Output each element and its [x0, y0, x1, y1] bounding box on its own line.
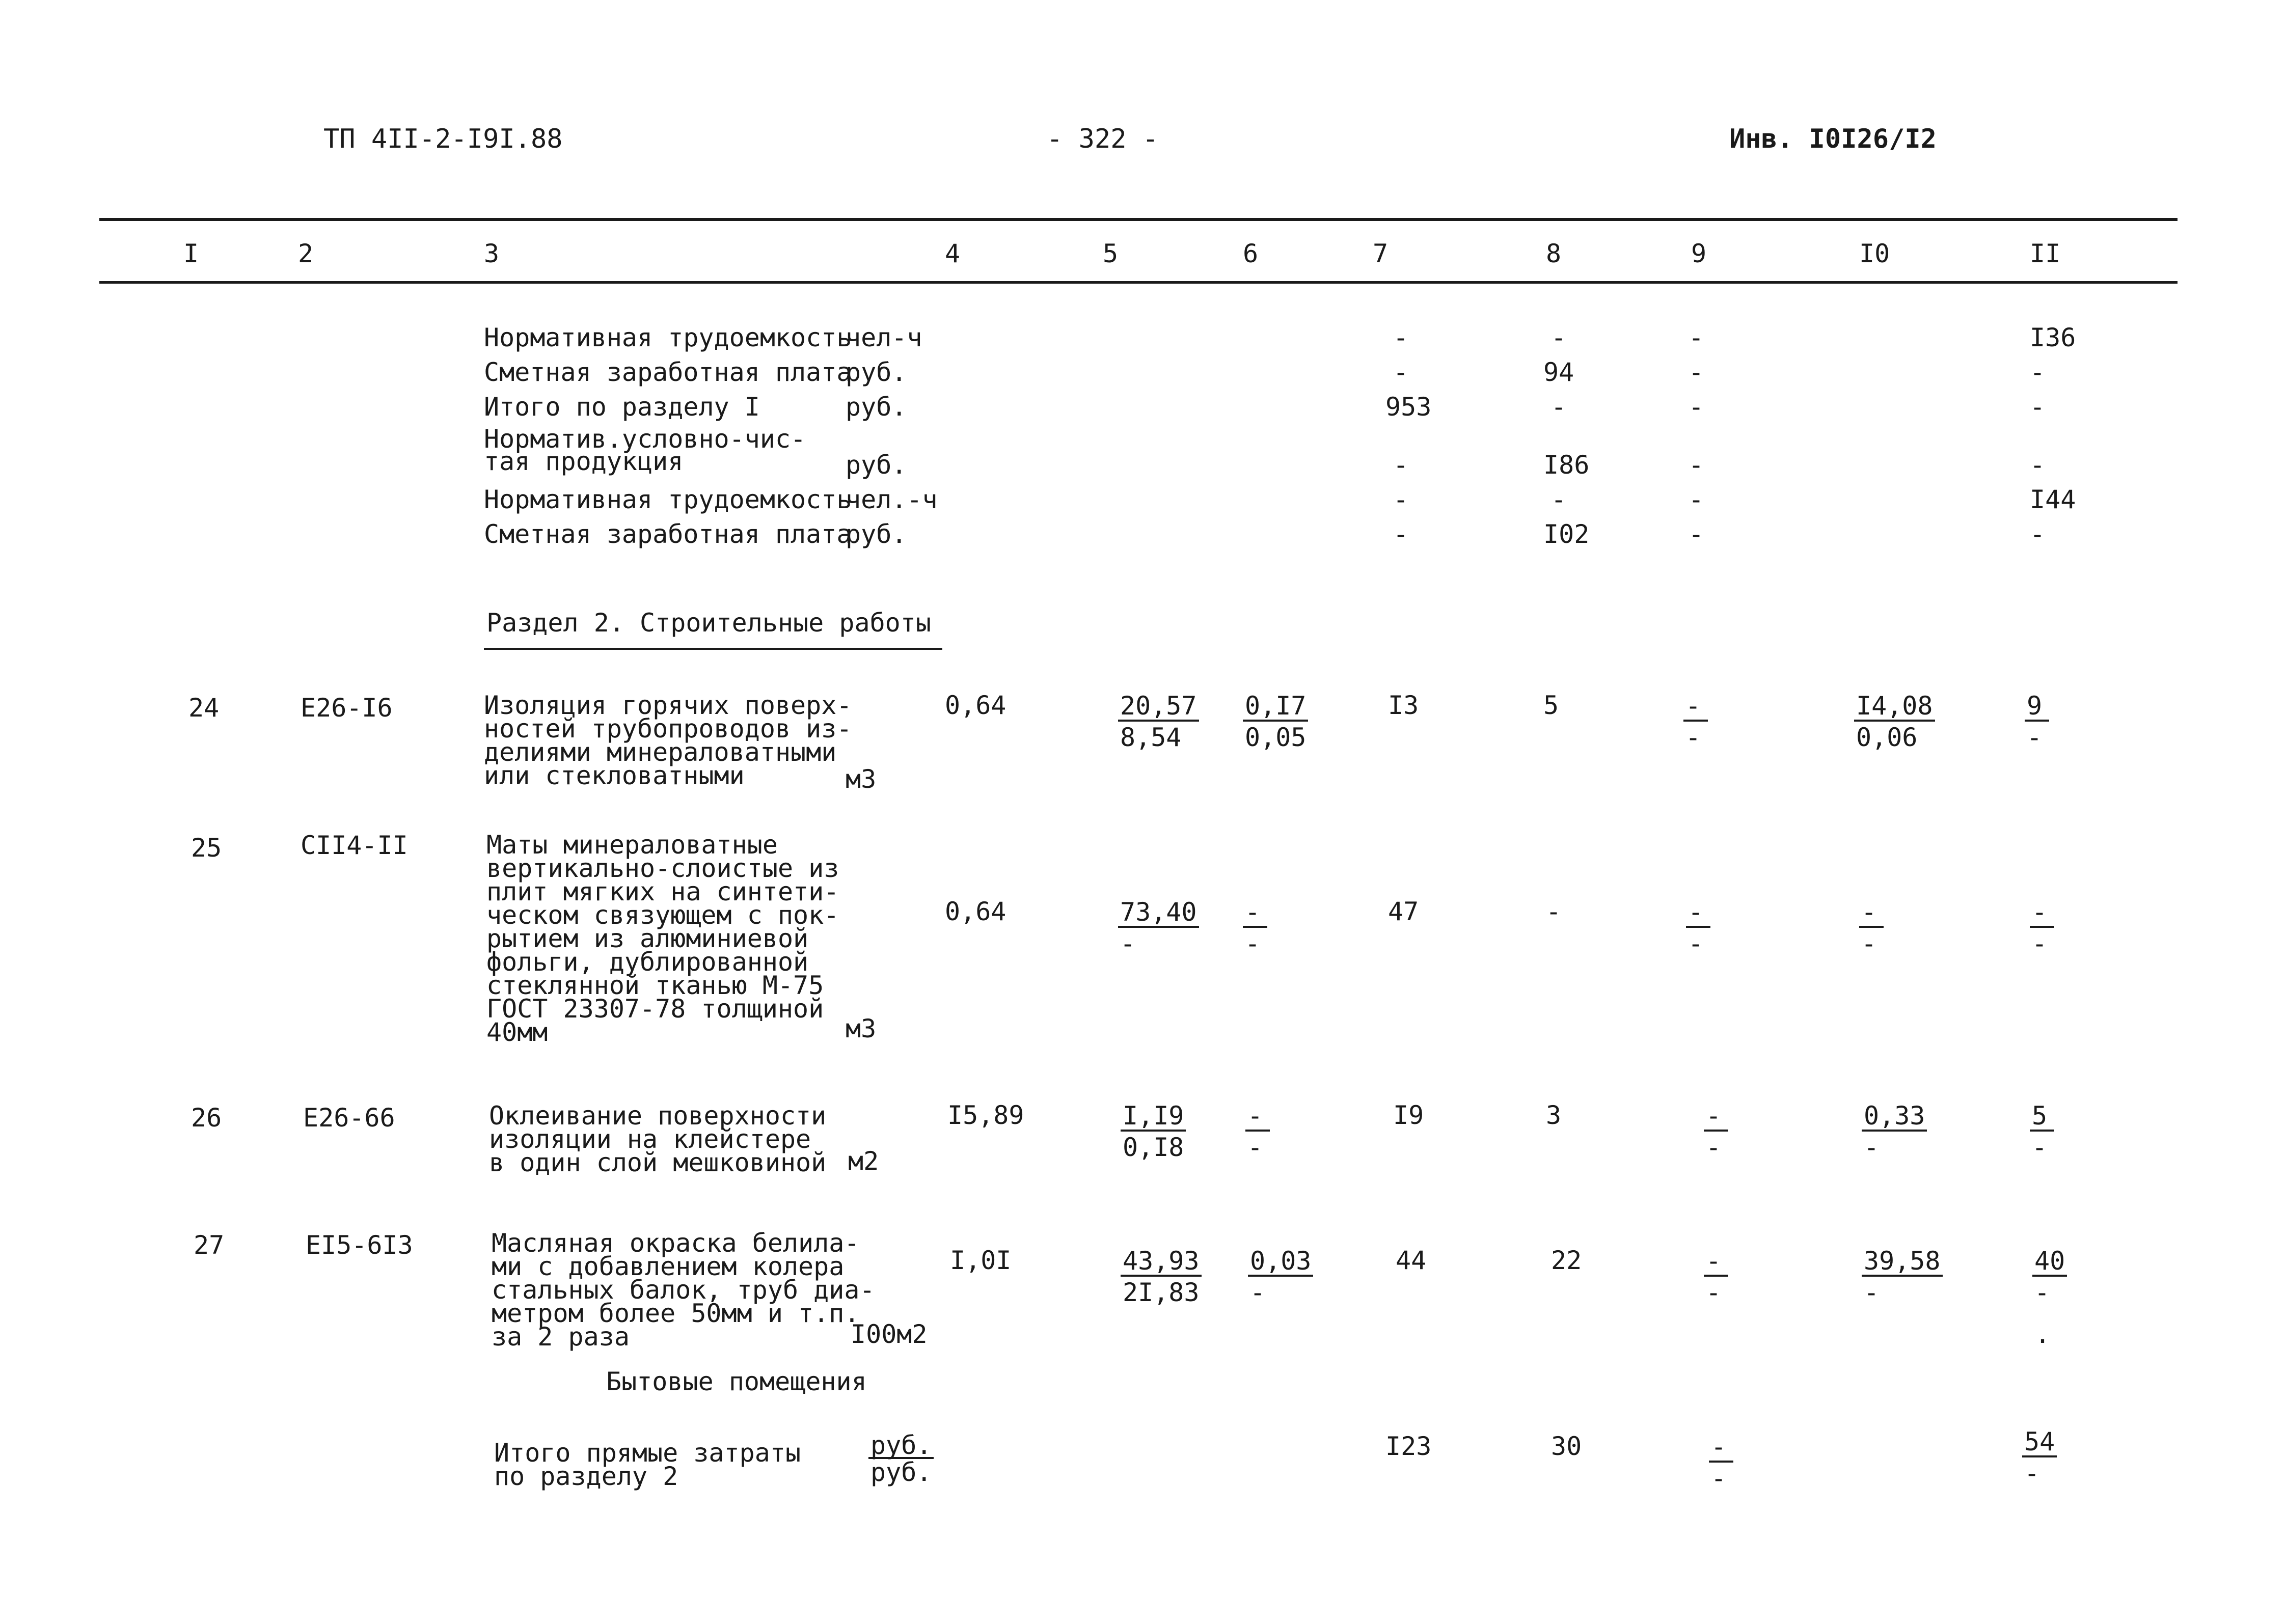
- row-c11: [2025, 690, 2049, 753]
- total-units: [868, 1430, 934, 1487]
- summary-c8: 94: [1543, 357, 1574, 387]
- row-c6: [1243, 896, 1267, 959]
- row-number: 27: [194, 1230, 225, 1260]
- c5-top: 73,40: [1118, 898, 1199, 928]
- summary-unit: руб.: [846, 392, 907, 422]
- row-c11: [2030, 1100, 2054, 1163]
- row-c7: 47: [1388, 897, 1419, 926]
- summary-label: Сметная заработная плата: [484, 519, 852, 549]
- c10-top: -: [1859, 898, 1884, 928]
- col-header-4: 4: [945, 239, 961, 268]
- col-header-8: 8: [1546, 239, 1562, 268]
- summary-c9: -: [1689, 323, 1704, 352]
- c9-top: -: [1704, 1102, 1728, 1132]
- row-number: 25: [191, 833, 222, 863]
- row-unit: I00м2: [851, 1319, 928, 1349]
- total-c8: 30: [1551, 1432, 1582, 1461]
- row-unit: м3: [846, 764, 877, 794]
- c11-bottom: -: [2034, 1278, 2050, 1307]
- row-c6: [1245, 1100, 1270, 1163]
- total-label: Итого прямые затраты по разделу 2: [494, 1438, 801, 1491]
- c5-bottom: 2I,83: [1123, 1278, 1200, 1307]
- summary-c9: -: [1689, 450, 1704, 480]
- summary-unit: чел.-ч: [846, 485, 938, 514]
- c11-top: -: [2030, 898, 2054, 928]
- row-c8: 3: [1546, 1100, 1562, 1130]
- summary-c11: I44: [2030, 485, 2076, 514]
- row-number: 26: [191, 1103, 222, 1133]
- summary-c11: -: [2030, 392, 2046, 422]
- row-c10: [1854, 690, 1935, 753]
- c9-top: -: [1686, 898, 1710, 928]
- summary-c7: -: [1393, 450, 1409, 480]
- summary-c11: -: [2030, 519, 2046, 549]
- c9-bottom: -: [1706, 1133, 1722, 1162]
- summary-c7: -: [1393, 519, 1409, 549]
- c9-top: -: [1704, 1247, 1728, 1277]
- total-c7: I23: [1385, 1432, 1432, 1461]
- c10-bottom: 0,06: [1856, 723, 1918, 752]
- summary-c11: -: [2030, 450, 2046, 480]
- c9-top: -: [1709, 1433, 1733, 1463]
- row-c7: I3: [1388, 691, 1419, 720]
- row-description: Оклеивание поверхности изоляции на клейстере в один слой мешковиной: [489, 1101, 827, 1177]
- row-code: Е26-66: [303, 1103, 395, 1133]
- c9-bottom: -: [1711, 1464, 1727, 1493]
- row-unit: м2: [848, 1146, 879, 1176]
- c5-bottom: 0,I8: [1123, 1133, 1184, 1162]
- row-c6: [1248, 1245, 1313, 1308]
- c5-bottom: -: [1120, 929, 1136, 958]
- c11-top: 5: [2030, 1102, 2054, 1132]
- c10-bottom: -: [1864, 1133, 1880, 1162]
- summary-label: Сметная заработная плата: [484, 357, 852, 387]
- row-c8: 5: [1543, 691, 1559, 720]
- table-top-rule: [99, 218, 2178, 221]
- c6-top: -: [1245, 1102, 1270, 1132]
- row-quantity: 0,64: [945, 691, 1006, 720]
- c11-bottom: -: [2027, 723, 2043, 752]
- summary-c9: -: [1689, 519, 1704, 549]
- c6-bottom: -: [1250, 1278, 1266, 1307]
- row-c5: [1118, 690, 1199, 753]
- row-quantity: 0,64: [945, 897, 1006, 926]
- c9-top: -: [1683, 692, 1708, 722]
- row-code: СII4-II: [301, 831, 408, 860]
- col-header-5: 5: [1103, 239, 1119, 268]
- col-header-7: 7: [1373, 239, 1389, 268]
- row-c7: 44: [1396, 1246, 1427, 1275]
- c11-bottom: -: [2032, 1133, 2048, 1162]
- c5-top: I,I9: [1121, 1102, 1186, 1132]
- row-c11: [2030, 896, 2054, 959]
- total-unit-bottom: руб.: [870, 1457, 932, 1487]
- c11-bottom: -: [2032, 929, 2048, 958]
- row-unit: м3: [846, 1014, 877, 1043]
- c11-bottom: -: [2024, 1458, 2040, 1488]
- c6-bottom: -: [1247, 1133, 1263, 1162]
- c11-top: 54: [2022, 1428, 2057, 1457]
- row-description: Маты минераловатные вертикально-слоистые из плит мягких на синтети- ческом связующем с пок- рытием из алюминиевой фольги, дублированной стеклянной тканью М-75 ГОСТ 23307-78 толщиной 40мм: [486, 830, 839, 1047]
- col-header-2: 2: [298, 239, 314, 268]
- summary-c9: -: [1689, 392, 1704, 422]
- row-description: Масляная окраска белила- ми с добавлением колера стальных балок, труб диа- метром более 50мм и т.п. за 2 раза: [492, 1228, 875, 1352]
- section-2-underline: [484, 648, 942, 650]
- row-c5: [1118, 896, 1199, 959]
- row-c5: [1121, 1100, 1186, 1163]
- total-c9: [1709, 1431, 1733, 1494]
- row-c10: [1859, 896, 1884, 959]
- summary-c8: I86: [1543, 450, 1590, 480]
- row-c10: [1862, 1245, 1943, 1308]
- c9-bottom: -: [1706, 1278, 1722, 1307]
- c10-top: 0,33: [1862, 1102, 1927, 1132]
- c5-top: 20,57: [1118, 692, 1199, 722]
- row-c8: 22: [1551, 1246, 1582, 1275]
- subheading: Бытовые помещения: [606, 1367, 867, 1396]
- col-header-9: 9: [1691, 239, 1707, 268]
- c10-top: 39,58: [1862, 1247, 1943, 1277]
- doc-code: ТП 4II-2-I9I.88: [323, 124, 563, 154]
- summary-c9: -: [1689, 357, 1704, 387]
- row-code: Е26-I6: [301, 693, 393, 723]
- c5-top: 43,93: [1121, 1247, 1202, 1277]
- c10-bottom: -: [1861, 929, 1877, 958]
- c6-bottom: 0,05: [1245, 723, 1307, 752]
- summary-c8: -: [1551, 392, 1567, 422]
- summary-unit: руб.: [846, 519, 907, 549]
- summary-c9: -: [1689, 485, 1704, 514]
- summary-c11: I36: [2030, 323, 2076, 352]
- c6-top: 0,I7: [1243, 692, 1308, 722]
- col-header-6: 6: [1243, 239, 1259, 268]
- summary-unit: руб.: [846, 450, 907, 480]
- summary-label: Норматив.условно-чис- тая продукция: [484, 424, 806, 476]
- summary-c11: -: [2030, 357, 2046, 387]
- summary-c8: I02: [1543, 519, 1590, 549]
- total-unit-top: руб.: [868, 1434, 934, 1459]
- c9-bottom: -: [1685, 723, 1701, 752]
- c6-top: 0,03: [1248, 1247, 1313, 1277]
- summary-c7: -: [1393, 357, 1409, 387]
- summary-c7: -: [1393, 323, 1409, 352]
- row-number: 24: [188, 693, 220, 723]
- stray-mark: .: [2035, 1319, 2051, 1349]
- c11-top: 9: [2025, 692, 2049, 722]
- c6-bottom: -: [1245, 929, 1261, 958]
- row-c9: [1683, 690, 1708, 753]
- summary-label: Итого по разделу I: [484, 392, 760, 422]
- row-c8: -: [1546, 897, 1562, 926]
- row-c9: [1704, 1100, 1728, 1163]
- col-header-11: II: [2030, 239, 2061, 268]
- summary-unit: руб.: [846, 357, 907, 387]
- row-quantity: I,0I: [950, 1246, 1012, 1275]
- row-quantity: I5,89: [947, 1100, 1024, 1130]
- row-code: ЕI5-6I3: [306, 1230, 413, 1260]
- c10-top: I4,08: [1854, 692, 1935, 722]
- col-header-3: 3: [484, 239, 500, 268]
- summary-c7: 953: [1385, 392, 1432, 422]
- c11-top: 40: [2032, 1247, 2067, 1277]
- row-c6: [1243, 690, 1308, 753]
- col-header-1: I: [183, 239, 199, 268]
- c5-bottom: 8,54: [1120, 723, 1182, 752]
- summary-c7: -: [1393, 485, 1409, 514]
- total-c11: [2022, 1426, 2057, 1489]
- row-c9: [1704, 1245, 1728, 1308]
- table-header-bottom-rule: [99, 281, 2178, 284]
- c6-top: -: [1243, 898, 1267, 928]
- page-number: - 322 -: [1047, 124, 1159, 154]
- row-c11: [2032, 1245, 2067, 1308]
- col-header-10: I0: [1859, 239, 1890, 268]
- inventory-number: Инв. I0I26/I2: [1729, 124, 1937, 154]
- summary-label: Нормативная трудоемкость: [484, 323, 852, 352]
- section-2-title: Раздел 2. Строительные работы: [486, 608, 931, 638]
- summary-unit: чел-ч: [846, 323, 922, 352]
- summary-label: Нормативная трудоемкость: [484, 485, 852, 514]
- row-description: Изоляция горячих поверх- ностей трубопроводов из- делиями минераловатными или стекловатными: [484, 691, 852, 790]
- row-c10: [1862, 1100, 1927, 1163]
- row-c5: [1121, 1245, 1202, 1308]
- summary-c8: -: [1551, 323, 1567, 352]
- row-c9: [1686, 896, 1710, 959]
- c10-bottom: -: [1864, 1278, 1880, 1307]
- summary-c8: -: [1551, 485, 1567, 514]
- row-c7: I9: [1393, 1100, 1424, 1130]
- c9-bottom: -: [1688, 929, 1704, 958]
